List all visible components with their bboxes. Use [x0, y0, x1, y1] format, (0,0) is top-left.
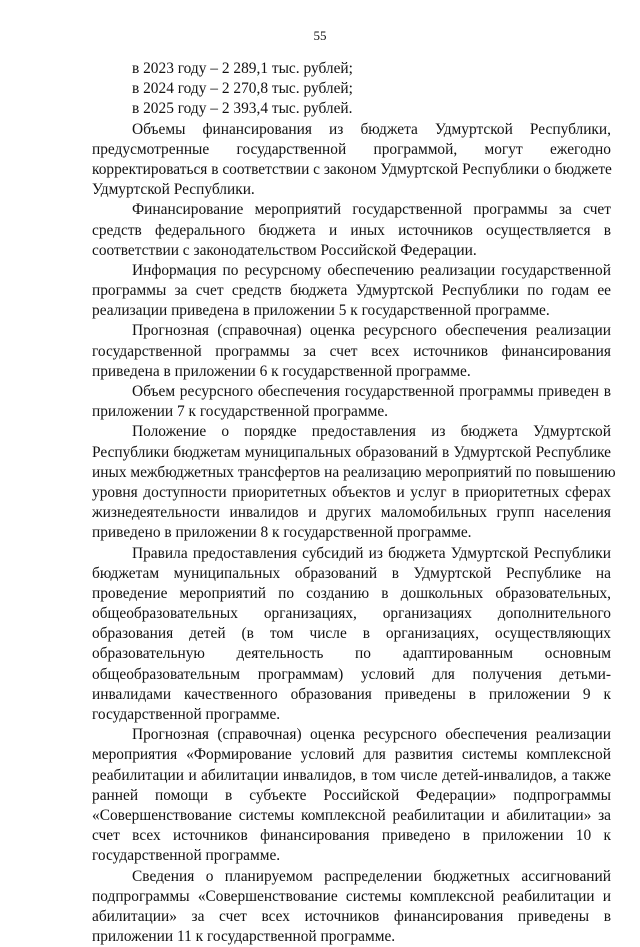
text-line: государственной программе.: [92, 847, 281, 865]
text-line: предусмотренные государственной программой, могут ежегодно: [92, 140, 611, 158]
text-line: иных межбюджетных трансфертов на реализацию мероприятий по повышению: [92, 463, 616, 481]
text-line: «Совершенствование системы комплексной реабилитации и абилитации» за: [92, 806, 611, 824]
text-line: государственной программы за счет всех источников финансирования: [92, 342, 611, 360]
text-line: общеобразовательных организациях, организациях дополнительного: [92, 605, 611, 623]
text-line: Положение о порядке предоставления из бюджета Удмуртской: [132, 423, 611, 441]
text-line: Прогнозная (справочная) оценка ресурсного обеспечения реализации: [132, 726, 611, 744]
text-line: абилитации» за счет всех источников финансирования приведены в: [92, 907, 611, 925]
text-line: приложении 11 к государственной программе.: [92, 928, 396, 946]
text-line: общеобразовательным программам) условий для получения детьми-: [92, 665, 611, 683]
text-line: программы за счет средств бюджета Удмуртской Республики по годам ее: [92, 282, 611, 300]
text-line: образования детей (в том числе в организациях, осуществляющих: [92, 625, 611, 643]
text-line: приведено в приложении 8 к государственной программе.: [92, 524, 472, 542]
text-line: в 2025 году – 2 393,4 тыс. рублей.: [132, 100, 353, 118]
text-line: инвалидами качественного образования приведены в приложении 9 к: [92, 685, 611, 703]
text-line: Объемы финансирования из бюджета Удмуртской Республики,: [132, 120, 611, 138]
body-text: [92, 59, 616, 947]
text-line: государственной программе.: [92, 706, 281, 723]
text-line: приведена в приложении 6 к государственной программе.: [92, 362, 471, 380]
text-line: ранней помощи в субъекте Российской Федерации» подпрограммы: [92, 786, 611, 804]
text-line: корректироваться в соответствии с законом Удмуртской Республики о бюджете: [92, 160, 612, 178]
text-line: Республики бюджетам муниципальных образований в Удмуртской Республике: [92, 443, 611, 461]
text-line: проведение мероприятий по созданию в дошкольных образовательных,: [92, 584, 611, 602]
text-line: реабилитации и абилитации инвалидов, в том числе детей-инвалидов, а также: [92, 766, 611, 784]
text-line: Объем ресурсного обеспечения государственной программы приведен в: [132, 383, 611, 400]
text-line: мероприятия «Формирование условий для развития системы комплексной: [92, 746, 611, 764]
text-line: средств федерального бюджета и иных источников осуществляется в: [92, 221, 611, 239]
text-line: образовательную деятельность по адаптированным основным: [92, 645, 611, 663]
page-number: 55: [313, 28, 327, 43]
text-line: уровня доступности приоритетных объектов и услуг в приоритетных сферах: [92, 483, 611, 501]
text-line: реализации приведена в приложении 5 к государственной программе.: [92, 302, 550, 320]
text-line: Информация по ресурсному обеспечению реализации государственной: [132, 261, 611, 279]
text-line: подпрограммы «Совершенствование системы комплексной реабилитации и: [92, 887, 611, 905]
text-line: Прогнозная (справочная) оценка ресурсного обеспечения реализации: [132, 322, 611, 340]
text-line: соответствии с законодательством Российской Федерации.: [92, 241, 477, 259]
text-line: Правила предоставления субсидий из бюджета Удмуртской Республики: [132, 544, 611, 562]
text-line: Удмуртской Республики.: [92, 181, 255, 199]
text-line: жизнедеятельности инвалидов и других маломобильных групп населения: [92, 504, 611, 522]
text-line: бюджетам муниципальных образований в Удмуртской Республике на: [92, 564, 611, 582]
text-line: в 2023 году – 2 289,1 тыс. рублей;: [132, 60, 353, 77]
text-line: в 2024 году – 2 270,8 тыс. рублей;: [132, 80, 353, 98]
text-line: приложении 7 к государственной программе.: [92, 403, 389, 421]
text-line: Сведения о планируемом распределении бюджетных ассигнований: [132, 867, 611, 885]
text-line: Финансирование мероприятий государственной программы за счет: [132, 201, 611, 219]
text-line: счет всех источников финансирования приведено в приложении 10 к: [92, 827, 611, 845]
